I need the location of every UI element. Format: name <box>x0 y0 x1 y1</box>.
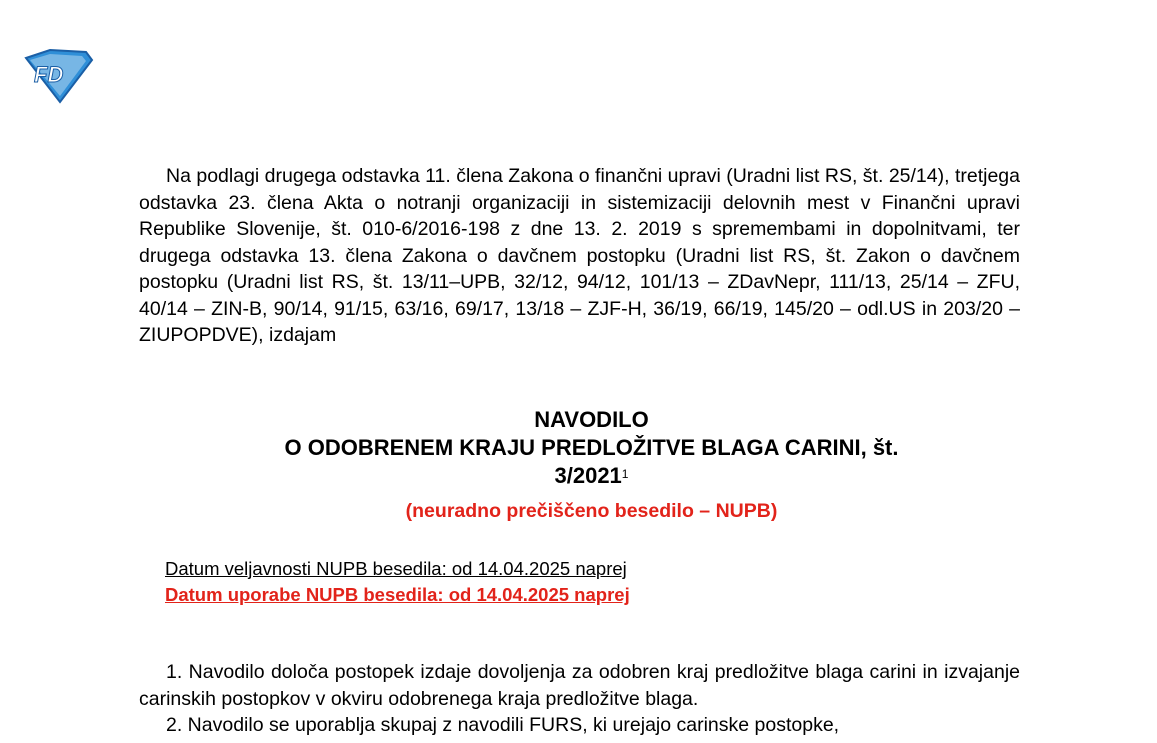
valid-from-date: Datum veljavnosti NUPB besedila: od 14.04.2025 naprej <box>165 558 627 579</box>
document-title <box>139 406 1044 490</box>
footnote-mark[interactable]: 1 <box>621 467 629 481</box>
fu-shield-logo-icon <box>20 48 96 104</box>
point-2: 2. Navodilo se uporablja skupaj z navodili FURS, ki urejajo carinske postopke, <box>166 714 840 736</box>
validity-dates <box>165 556 630 608</box>
title-line-3 <box>139 462 1044 490</box>
svg-text:FD: FD <box>34 62 64 87</box>
applied-from-date: Datum uporabe NUPB besedila: od 14.04.2025 naprej <box>165 584 630 605</box>
point-1: 1. Navodilo določa postopek izdaje dovoljenja za odobren kraj predložitve blaga carini in izvajanje carinskih postopkov v okviru odobrenega kraja predložitve blaga. <box>139 661 1020 710</box>
document-subtitle: (neuradno prečiščeno besedilo – NUPB) <box>405 500 778 522</box>
title-line-1: NAVODILO <box>534 407 649 432</box>
intro-paragraph: Na podlagi drugega odstavka 11. člena Zakona o finančni upravi (Uradni list RS, št. 25/14), tretjega odstavka 23. člena Akta o notranji organizaciji in sistemizaciji delovnih mest v Finančni upravi Republike Slovenije, št. 010-6/2016-198 z dne 13. 2. 2019 s spremembami in dopolnitvami, ter drugega odstavka 13. člena Zakona o davčnem postopku (Uradni list RS, št. Zakon o davčnem postopku (Uradni list RS, št. 13/11–UPB, 32/12, 94/12, 101/13 – ZDavNepr, 111/13, 25/14 – ZFU, 40/14 – ZIN-B, 90/14, 91/15, 63/16, 69/17, 13/18 – ZJF-H, 36/19, 66/19, 145/20 – odl.US in 203/20 – ZIUPOPDVE), izdajam <box>139 165 1020 346</box>
title-number: 3/2021 <box>554 463 622 488</box>
title-line-2: O ODOBRENEM KRAJU PREDLOŽITVE BLAGA CARINI, št. <box>284 435 899 460</box>
numbered-points <box>139 659 1020 739</box>
